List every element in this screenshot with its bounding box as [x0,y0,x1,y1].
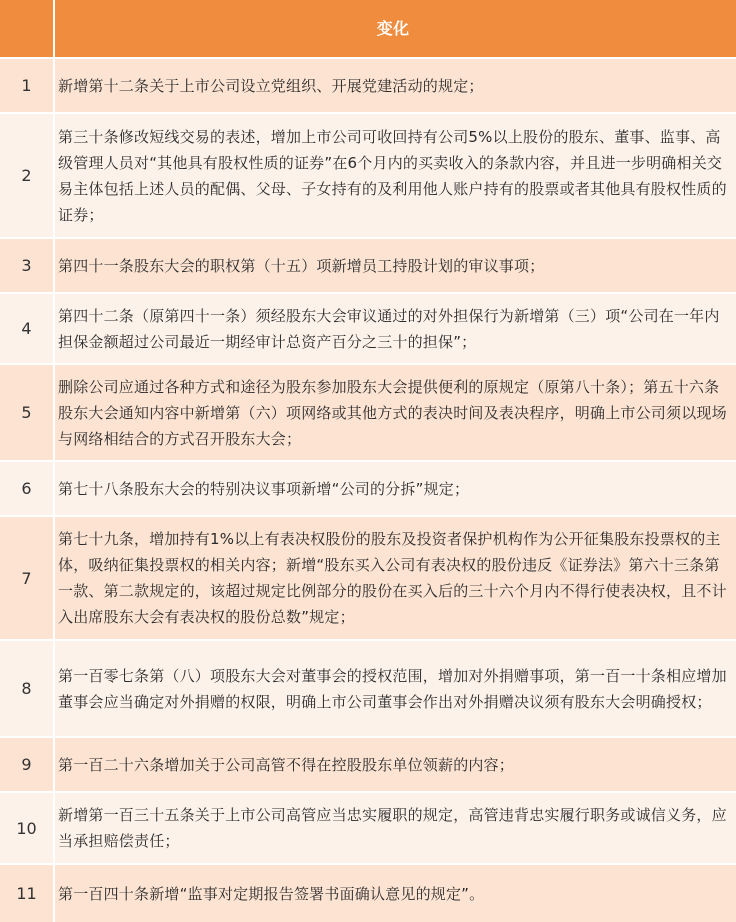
table-row [0,59,736,112]
row-number: 11 [16,884,37,903]
row-text: 第三十条修改短线交易的表述，增加上市公司可收回持有公司5%以上股份的股东、董事、监事、高级管理人员对“其他具有股权性质的证券”在6个月内的买卖收入的条款内容，并且进一步明确相关交易主体包括上述人员的配偶、父母、子女持有的及利用他人账户持有的股票或者其他具有股权性质的证券； [58,127,727,224]
row-number: 2 [21,166,32,185]
row-text: 新增第十二条关于上市公司设立党组织、开展党建活动的规定； [58,76,484,95]
row-number: 8 [21,679,32,698]
table-row [0,738,736,791]
row-text: 第一百二十六条增加关于公司高管不得在控股股东单位领薪的内容； [58,755,515,774]
table-row [0,294,736,363]
row-number: 5 [21,403,32,422]
table-row [0,641,736,736]
row-text: 删除公司应通过各种方式和途径为股东参加股东大会提供便利的原规定（原第八十条）；第五十六条股东大会通知内容中新增第（六）项网络或其他方式的表决时间及表决程序，明确上市公司须以现场与网络相结合的方式召开股东大会； [58,377,727,448]
header-change-label: 变化 [376,18,410,38]
header-number-cell [0,0,53,57]
row-number: 6 [21,479,32,498]
table-row [0,462,736,515]
row-text: 第七十九条，增加持有1%以上有表决权股份的股东及投资者保护机构作为公开征集股东投票权的主体，吸纳征集投票权的相关内容；新增“股东买入公司有表决权的股份违反《证券法》第六十三条第一款、第二款规定的，该超过规定比例部分的股份在买入后的三十六个月内不得行使表决权，且不计入出席股东大会有表决权的股份总数”规定； [58,530,727,626]
table-row [0,517,736,639]
row-number: 4 [21,319,32,338]
table-row [0,239,736,292]
row-text: 第一百零七条第（八）项股东大会对董事会的授权范围，增加对外捐赠事项，第一百一十条相应增加董事会应当确定对外捐赠的权限，明确上市公司董事会作出对外捐赠决议须有股东大会明确授权； [58,666,727,711]
row-number: 1 [21,76,32,95]
row-text: 第七十八条股东大会的特别决议事项新增“公司的分拆”规定； [58,479,470,498]
row-text: 第四十二条（原第四十一条）须经股东大会审议通过的对外担保行为新增第（三）项“公司在一年内担保金额超过公司最近一期经审计总资产百分之三十的担保”； [58,306,720,351]
row-number: 3 [21,256,32,275]
row-text: 新增第一百三十五条关于上市公司高管应当忠实履职的规定，高管违背忠实履行职务或诚信义务，应当承担赔偿责任； [58,806,727,850]
row-text: 第一百四十条新增“监事对定期报告签署书面确认意见的规定”。 [58,884,485,903]
table-row [0,793,736,863]
row-text: 第四十一条股东大会的职权第（十五）项新增员工持股计划的审议事项； [58,256,545,275]
row-number: 7 [21,568,32,588]
table-header [0,0,736,57]
table-row [0,114,736,237]
row-number: 9 [21,755,32,774]
table-row [0,365,736,460]
row-number: 10 [16,818,37,838]
table-row [0,865,736,922]
